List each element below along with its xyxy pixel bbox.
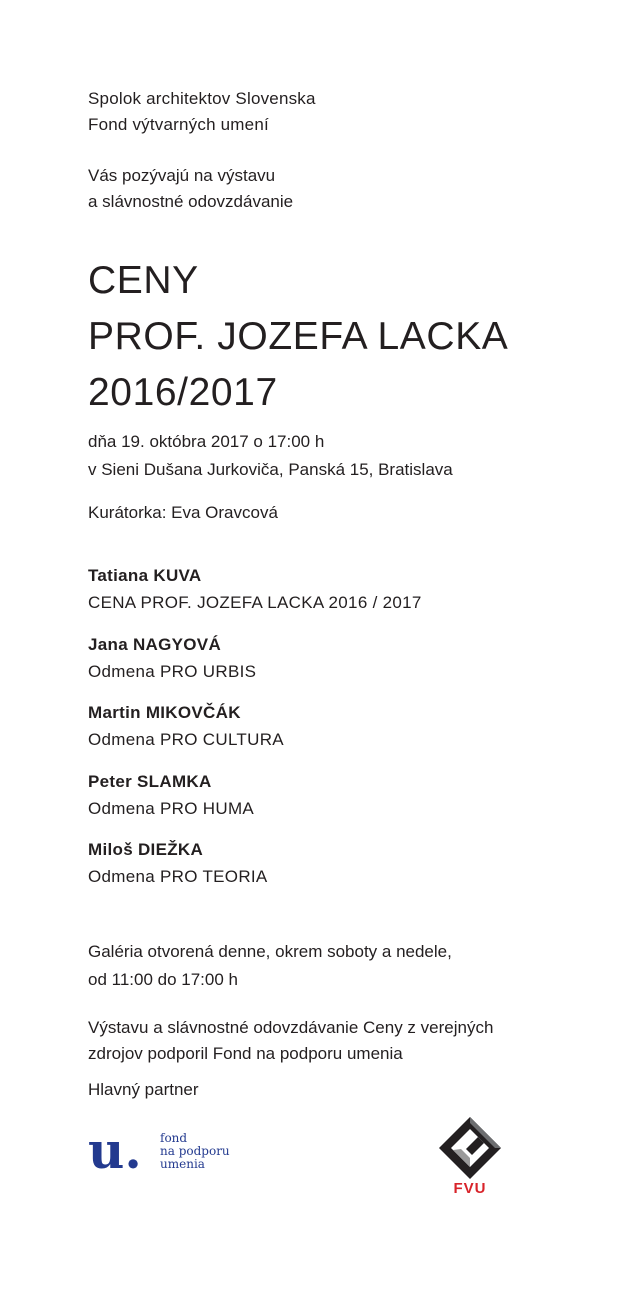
award-title: Odmena PRO URBIS [88, 661, 257, 681]
fpu-logo-line: fond [160, 1131, 188, 1145]
fpu-logo-text [160, 1132, 230, 1171]
award-title: CENA PROF. JOZEFA LACKA 2016 / 2017 [88, 593, 422, 612]
invitation-line: a slávnostné odovzdávanie [88, 192, 294, 211]
invitation-text [88, 163, 293, 215]
laureate-name: Tatiana KUVA [88, 566, 202, 585]
award-item [88, 699, 422, 768]
hours-line: Galéria otvorená denne, okrem soboty a nedele, [88, 942, 452, 961]
gallery-hours [88, 938, 452, 994]
award-item [88, 836, 422, 905]
awards-list [88, 562, 422, 905]
invitation-line: Vás pozývajú na výstavu [88, 166, 276, 185]
fpu-logo-mark: u. [88, 1121, 142, 1180]
event-details [88, 428, 453, 484]
title-line: CENY [88, 259, 199, 302]
support-line: Výstavu a slávnostné odovzdávanie Ceny z verejných [88, 1018, 494, 1037]
award-title: Odmena PRO HUMA [88, 798, 255, 818]
page-title [88, 253, 508, 421]
organizers [88, 86, 316, 138]
award-item [88, 562, 422, 631]
organizer-line: Fond výtvarných umení [88, 115, 269, 134]
award-item [88, 631, 422, 700]
curator [88, 500, 278, 526]
organizer-line: Spolok architektov Slovenska [88, 89, 316, 108]
title-line: 2016/2017 [88, 371, 278, 414]
award-title: Odmena PRO TEORIA [88, 867, 268, 886]
fvu-logo [437, 1116, 503, 1198]
partner-label: Hlavný partner [88, 1080, 199, 1099]
curator-text: Kurátorka: Eva Oravcová [88, 503, 278, 522]
support-note [88, 1015, 493, 1067]
laureate-name: Peter SLAMKA [88, 771, 212, 791]
fpu-logo-line: umenia [160, 1157, 205, 1171]
laureate-name: Martin MIKOVČÁK [88, 703, 241, 722]
fpu-logo [88, 1121, 248, 1180]
hours-line: od 11:00 do 17:00 h [88, 970, 238, 989]
award-title: Odmena PRO CULTURA [88, 730, 284, 749]
fvu-logo-label: FVU [453, 1180, 487, 1197]
event-venue: v Sieni Dušana Jurkoviča, Panská 15, Bratislava [88, 460, 453, 479]
support-line: zdrojov podporil Fond na podporu umenia [88, 1044, 403, 1063]
main-partner-label [88, 1077, 199, 1103]
laureate-name: Miloš DIEŽKA [88, 840, 204, 859]
fpu-logo-line: na podporu [160, 1144, 230, 1158]
fvu-diamond-icon [437, 1116, 503, 1180]
title-line: PROF. JOZEFA LACKA [88, 315, 509, 358]
event-date: dňa 19. októbra 2017 o 17:00 h [88, 432, 325, 451]
award-item [88, 768, 422, 837]
laureate-name: Jana NAGYOVÁ [88, 634, 222, 654]
